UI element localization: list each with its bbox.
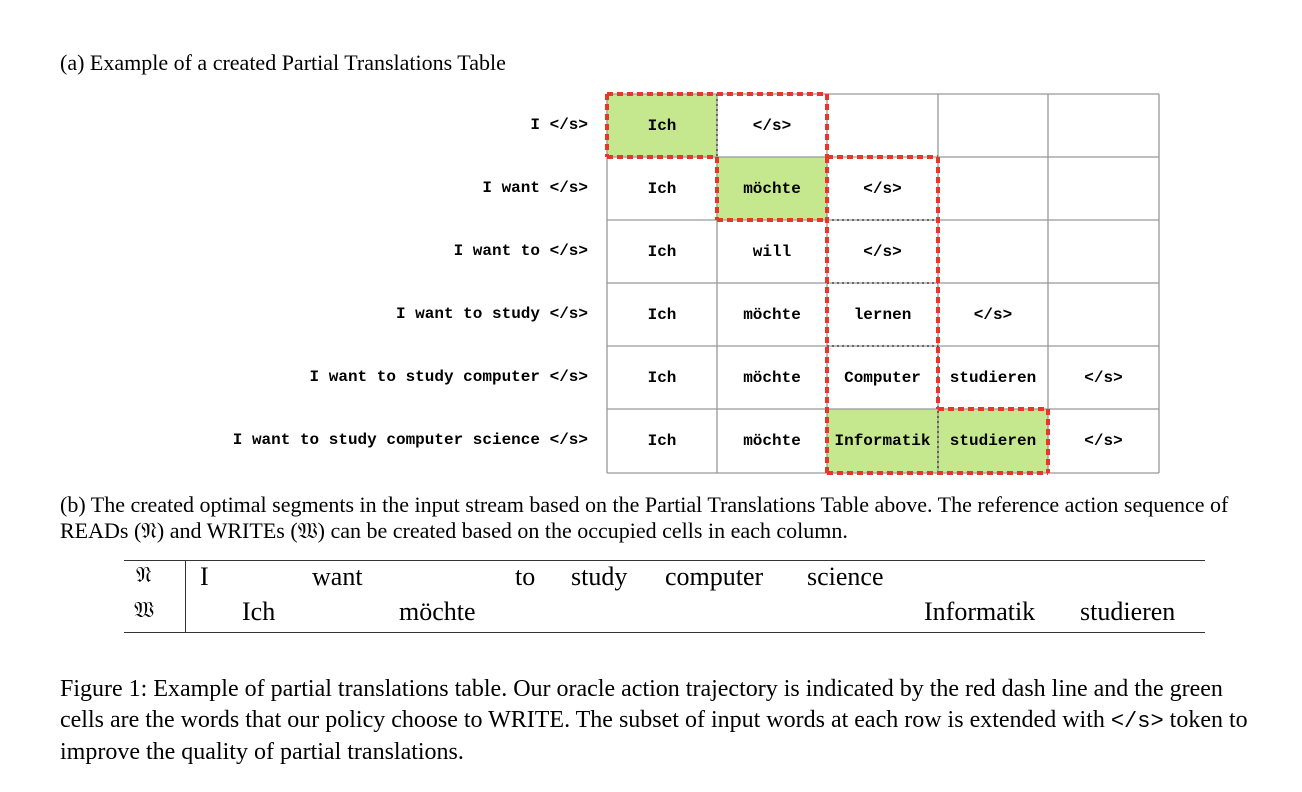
- table-cell: Ich: [647, 242, 677, 261]
- table-cell: </s>: [1084, 368, 1123, 387]
- table-cell: möchte: [743, 368, 801, 387]
- read-symbol: 𝔑: [136, 563, 152, 588]
- read-word: want: [312, 562, 363, 591]
- table-cell: </s>: [1084, 432, 1123, 450]
- read-word: to: [515, 562, 536, 591]
- rw-bottom-rule: [124, 632, 1205, 633]
- table-cell: Informatik: [827, 409, 938, 473]
- write-symbol: 𝔚: [134, 598, 155, 623]
- row-label: I want to </s>: [453, 242, 588, 260]
- table-cell: </s>: [863, 179, 902, 198]
- table-cell: </s>: [863, 242, 902, 261]
- figure-caption-text-end: token to improve the quality of partial translations.: [60, 707, 1248, 765]
- caption-a: (a) Example of a created Partial Translations Table: [60, 50, 506, 75]
- rw-separator: [185, 560, 186, 633]
- table-cell: möchte: [743, 432, 801, 450]
- caption-b: (b) The created optimal segments in the input stream based on the Partial Translations Table above. The reference action sequence of READs (𝔑) and WRITEs (𝔚) can be created based on the occupied cells in each column.: [60, 492, 1229, 543]
- read-word: computer: [665, 562, 764, 591]
- write-word: studieren: [1080, 597, 1176, 626]
- write-word: Informatik: [924, 597, 1036, 626]
- table-cell: Ich: [647, 368, 677, 387]
- table-cell: möchte: [743, 305, 801, 324]
- read-write-table: [124, 560, 1205, 633]
- row-label: I </s>: [530, 116, 588, 134]
- row-label: I want to study computer </s>: [309, 368, 588, 386]
- partial-translations-table: [607, 94, 1159, 473]
- table-cell: Ich: [607, 94, 717, 157]
- table-grid: [607, 94, 1159, 473]
- table-cell: Computer: [844, 368, 921, 387]
- table-cell: </s>: [752, 116, 792, 135]
- table-cell: will: [752, 242, 792, 261]
- figure-caption: [60, 674, 1270, 768]
- row-label: I want to study computer science </s>: [232, 431, 588, 449]
- table-cell: Ich: [647, 432, 677, 450]
- table-cell: </s>: [973, 305, 1013, 324]
- rw-top-rule: [124, 560, 1205, 561]
- table-cell: Ich: [647, 305, 677, 324]
- table-cell: lernen: [853, 305, 912, 324]
- read-word: study: [571, 562, 628, 591]
- read-word: science: [807, 562, 884, 591]
- eos-token: </s>: [1110, 709, 1164, 734]
- table-cell: studieren: [949, 368, 1037, 387]
- row-label: I want to study </s>: [395, 305, 588, 323]
- figure-caption-text: Figure 1: Example of partial translations table. Our oracle action trajectory is indicated by the red dash line and the green cells are the words that our policy choose to WRITE. The subset of input words at each row is extended with: [60, 676, 1223, 733]
- table-cell: Ich: [647, 179, 677, 198]
- table-cell: studieren: [938, 409, 1048, 473]
- write-word: Ich: [242, 597, 276, 626]
- row-label: I want </s>: [482, 179, 588, 197]
- write-word: möchte: [399, 597, 476, 626]
- read-word: I: [200, 562, 209, 591]
- table-cell: möchte: [717, 157, 827, 220]
